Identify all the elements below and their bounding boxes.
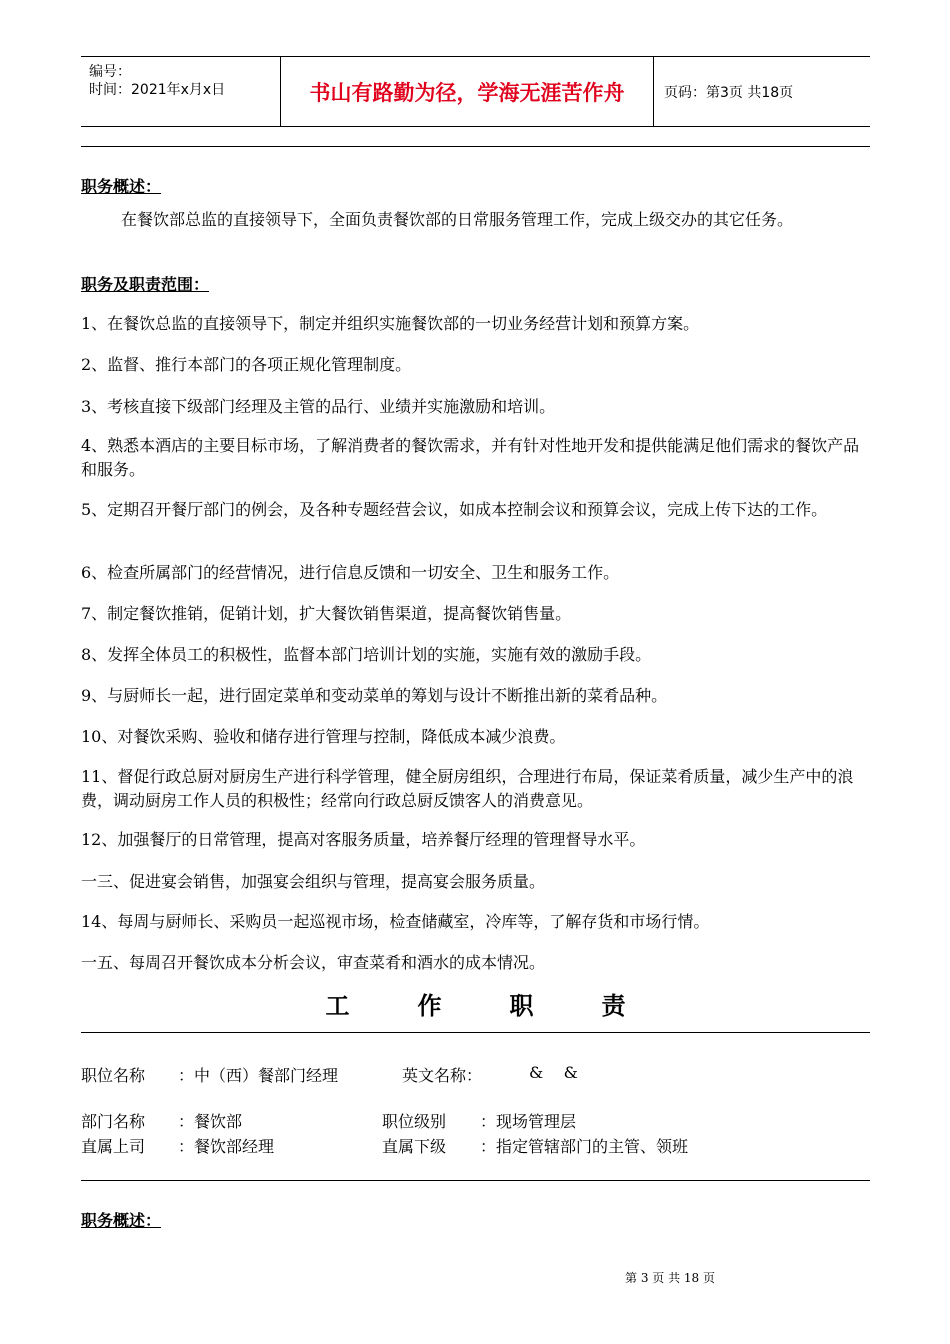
duty-item: 14、每周与厨师长、采购员一起巡视市场，检查储藏室，冷库等，了解存货和市场行情。 (81, 912, 710, 931)
section-title (81, 986, 870, 1021)
divider (81, 1180, 870, 1181)
title-char: 工 (325, 991, 350, 1020)
subordinate-value: ：指定管辖部门的主管、领班 (480, 1137, 689, 1156)
position-label: 职位名称 (81, 1066, 146, 1085)
duty-item: 10、对餐饮采购、验收和储存进行管理与控制，降低成本减少浪费。 (81, 727, 566, 746)
duty-item: 一五、每周召开餐饮成本分析会议，审查菜肴和酒水的成本情况。 (81, 953, 546, 972)
duty-item: 12、加强餐厅的日常管理，提高对客服务质量，培养餐厅经理的管理督导水平。 (81, 830, 646, 849)
header-meta-cell (81, 57, 281, 126)
superior-label: 直属上司 (81, 1137, 146, 1156)
page-header (81, 56, 870, 127)
footer-page-number: 第 3 页 共 18 页 (625, 1271, 715, 1285)
duty-item: 7、制定餐饮推销，促销计划，扩大餐饮销售渠道，提高餐饮销售量。 (81, 604, 572, 623)
position-value: ：中（西）餐部门经理 (178, 1066, 339, 1085)
overview-text: 在餐饮部总监的直接领导下，全面负责餐饮部的日常服务管理工作，完成上级交办的其它任务。 (121, 210, 794, 229)
overview-heading: 职务概述： (81, 177, 162, 196)
title-char: 责 (601, 991, 626, 1020)
level-label: 职位级别 (382, 1112, 447, 1131)
duty-item: 3、考核直接下级部门经理及主管的品行、业绩并实施激励和培训。 (81, 397, 556, 416)
overview-heading-2: 职务概述： (81, 1211, 162, 1230)
duty-item: 8、发挥全体员工的积极性，监督本部门培训计划的实施，实施有效的激励手段。 (81, 645, 652, 664)
header-page-label: 页码：第3页 共18页 (664, 84, 794, 101)
title-char: 作 (417, 991, 442, 1020)
date-label: 时间：2021年x月x日 (89, 82, 226, 98)
duty-item: 4、熟悉本酒店的主要目标市场，了解消费者的餐饮需求，并有针对性地开发和提供能满足他们需求的餐饮产品和服务。 (81, 436, 860, 479)
english-label: 英文名称： (402, 1066, 483, 1085)
dept-label: 部门名称 (81, 1112, 146, 1131)
divider (81, 146, 870, 147)
subordinate-label: 直属下级 (382, 1137, 447, 1156)
duty-item: 1、在餐饮总监的直接领导下，制定并组织实施餐饮部的一切业务经营计划和预算方案。 (81, 314, 700, 333)
superior-value: ：餐饮部经理 (178, 1137, 275, 1156)
duties-heading: 职务及职责范围： (81, 275, 210, 294)
code-label: 编号： (89, 64, 131, 80)
duty-item: 5、定期召开餐厅部门的例会，及各种专题经营会议，如成本控制会议和预算会议，完成上传下达的工作。 (81, 500, 828, 519)
header-motto: 书山有路勤为径，学海无涯苦作舟 (281, 57, 654, 126)
duty-item: 一三、促进宴会销售，加强宴会组织与管理，提高宴会服务质量。 (81, 872, 546, 891)
duty-item: 11、督促行政总厨对厨房生产进行科学管理，健全厨房组织，合理进行布局，保证菜肴质量，减少生产中的浪费，调动厨房工作人员的积极性；经常向行政总厨反馈客人的消费意见。 (81, 767, 854, 810)
duty-item: 6、检查所属部门的经营情况，进行信息反馈和一切安全、卫生和服务工作。 (81, 563, 620, 582)
divider (81, 1032, 870, 1033)
duty-item: 9、与厨师长一起，进行固定菜单和变动菜单的筹划与设计不断推出新的菜肴品种。 (81, 686, 668, 705)
dept-value: ：餐饮部 (178, 1112, 243, 1131)
duty-item: 2、监督、推行本部门的各项正规化管理制度。 (81, 355, 412, 374)
english-value: & & (529, 1063, 578, 1082)
title-char: 职 (509, 991, 534, 1020)
level-value: ：现场管理层 (480, 1112, 577, 1131)
